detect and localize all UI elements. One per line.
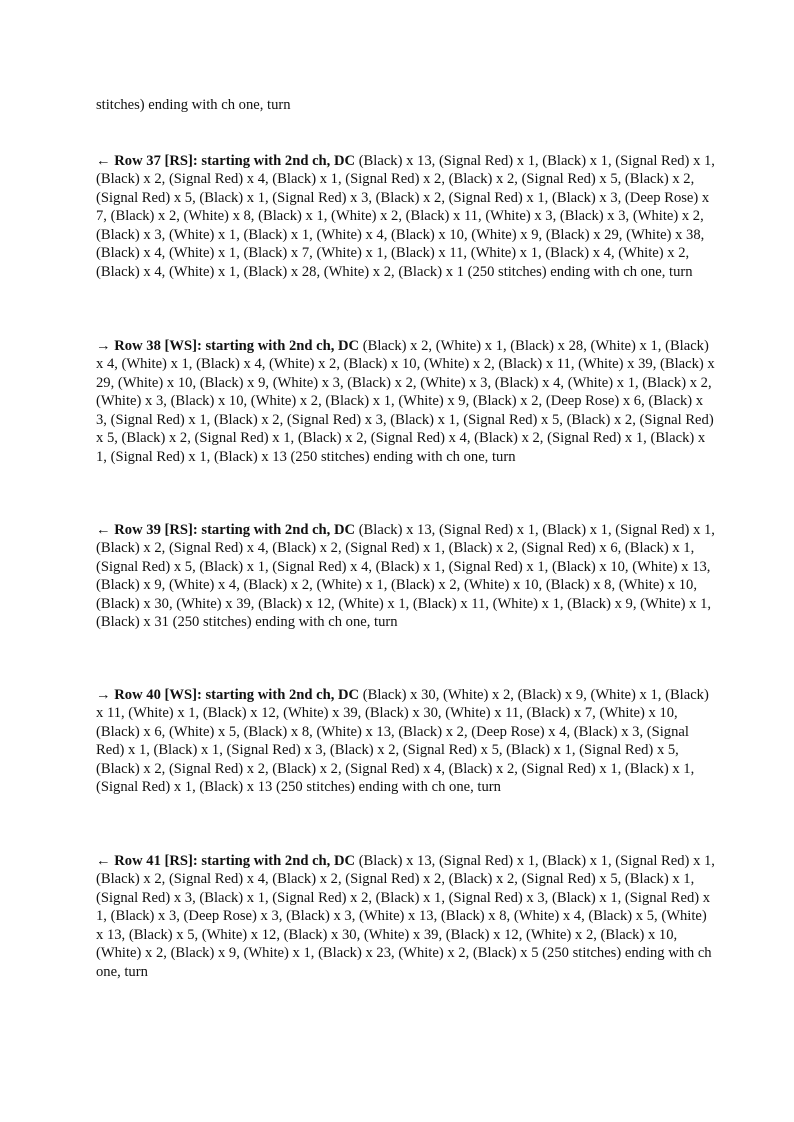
row-38-instruction [96,337,716,466]
row-41-instruction [96,852,716,981]
row-37-body: (Black) x 13, (Signal Red) x 1, (Black) x 1, (Signal Red) x 1, (Black) x 2, (Signal Red) x 4, (Black) x 1, (Signal Red) x 2, (Black) x 2, (Signal Red) x 5, (Black) x 2, (Signal Red) x 5, (Black) x 1, (Signal Red) x 3, (Black) x 2, (Signal Red) x 1, (Black) x 3, (Deep Rose) x 7, (Black) x 2, (White) x 8, (Black) x 1, (White) x 2, (Black) x 11, (White) x 3, (Black) x 3, (White) x 2, (Black) x 3, (White) x 1, (Black) x 1, (White) x 4, (Black) x 10, (White) x 9, (Black) x 29, (White) x 38, (Black) x 4, (White) x 1, (Black) x 7, (White) x 1, (Black) x 11, (White) x 1, (Black) x 4, (White) x 2, (Black) x 4, (White) x 1, (Black) x 28, (White) x 2, (Black) x 1 (250 stitches) ending with ch one, turn [96,153,715,280]
row-39-heading: ← Row 39 [RS]: starting with 2nd ch, DC [96,522,356,538]
row-39-body: (Black) x 13, (Signal Red) x 1, (Black) x 1, (Signal Red) x 1, (Black) x 2, (Signal Red) x 4, (Black) x 2, (Signal Red) x 1, (Black) x 2, (Signal Red) x 6, (Black) x 1, (Signal Red) x 5, (Black) x 1, (Signal Red) x 4, (Black) x 1, (Signal Red) x 1, (Black) x 10, (White) x 13, (Black) x 9, (White) x 4, (Black) x 2, (White) x 1, (Black) x 2, (White) x 10, (Black) x 8, (White) x 10, (Black) x 30, (White) x 39, (Black) x 12, (White) x 1, (Black) x 11, (White) x 1, (Black) x 9, (White) x 1, (Black) x 31 (250 stitches) ending with ch one, turn [96,522,715,631]
continued-paragraph: stitches) ending with ch one, turn [96,97,291,113]
row-38-body: (Black) x 2, (White) x 1, (Black) x 28, (White) x 1, (Black) x 4, (White) x 1, (Black) x 4, (White) x 2, (Black) x 10, (White) x 2, (Black) x 11, (White) x 39, (Black) x 29, (White) x 10, (Black) x 9, (White) x 3, (Black) x 2, (White) x 3, (Black) x 4, (White) x 1, (Black) x 2, (White) x 3, (Black) x 10, (White) x 2, (Black) x 1, (White) x 9, (Black) x 2, (Deep Rose) x 6, (Black) x 3, (Signal Red) x 1, (Black) x 2, (Signal Red) x 3, (Black) x 1, (Signal Red) x 5, (Black) x 2, (Signal Red) x 5, (Black) x 2, (Signal Red) x 1, (Black) x 2, (Signal Red) x 4, (Black) x 2, (Signal Red) x 1, (Black) x 1, (Signal Red) x 1, (Black) x 13 (250 stitches) ending with ch one, turn [96,338,715,465]
row-39-instruction [96,521,716,632]
row-38-heading: → Row 38 [WS]: starting with 2nd ch, DC [96,338,360,354]
row-37-heading: ← Row 37 [RS]: starting with 2nd ch, DC [96,153,356,169]
row-40-body: (Black) x 30, (White) x 2, (Black) x 9, (White) x 1, (Black) x 11, (White) x 1, (Black) x 12, (White) x 39, (Black) x 30, (White) x 11, (Black) x 7, (White) x 10, (Black) x 6, (White) x 5, (Black) x 8, (White) x 13, (Black) x 2, (Deep Rose) x 4, (Black) x 3, (Signal Red) x 1, (Black) x 1, (Signal Red) x 3, (Black) x 2, (Signal Red) x 5, (Black) x 1, (Signal Red) x 5, (Black) x 2, (Signal Red) x 2, (Black) x 2, (Signal Red) x 4, (Black) x 2, (Signal Red) x 1, (Black) x 1, (Signal Red) x 1, (Black) x 13 (250 stitches) ending with ch one, turn [96,687,709,796]
row-37-instruction [96,152,716,281]
row-40-instruction [96,686,716,797]
row-41-body: (Black) x 13, (Signal Red) x 1, (Black) x 1, (Signal Red) x 1, (Black) x 2, (Signal Red) x 4, (Black) x 2, (Signal Red) x 2, (Black) x 2, (Signal Red) x 5, (Black) x 1, (Signal Red) x 3, (Black) x 1, (Signal Red) x 2, (Black) x 1, (Signal Red) x 3, (Black) x 1, (Signal Red) x 1, (Black) x 3, (Deep Rose) x 3, (Black) x 3, (White) x 13, (Black) x 8, (White) x 4, (Black) x 5, (White) x 13, (Black) x 5, (White) x 12, (Black) x 30, (White) x 39, (Black) x 12, (White) x 2, (Black) x 10, (White) x 2, (Black) x 9, (White) x 1, (Black) x 23, (White) x 2, (Black) x 5 (250 stitches) ending with ch one, turn [96,853,715,980]
row-40-heading: → Row 40 [WS]: starting with 2nd ch, DC [96,687,360,703]
row-41-heading: ← Row 41 [RS]: starting with 2nd ch, DC [96,853,356,869]
